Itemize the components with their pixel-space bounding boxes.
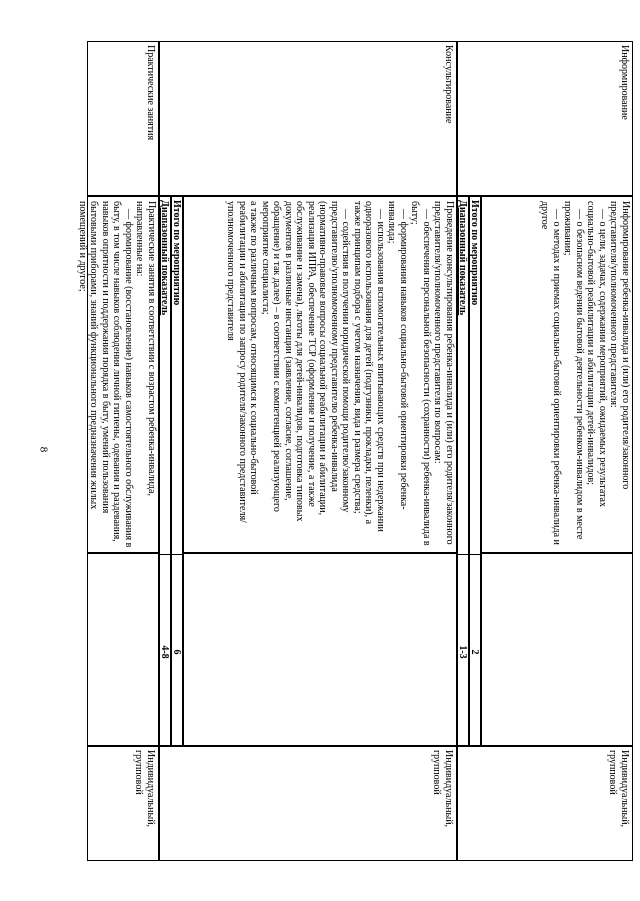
- category-cell-consulting: Консультирование: [159, 41, 457, 196]
- page-number: 8: [37, 446, 50, 453]
- content-cell-consulting: [183, 196, 457, 553]
- count-cell-practice: [87, 553, 159, 746]
- count-cell-informing: [481, 553, 633, 746]
- content-line: Проведение консультирования ребенка-инвалида и (или) его родителя/законного представителя/уполномоченного представителя по вопросам:: [432, 201, 455, 545]
- content-line: — формирования навыков социально-бытовой ориентировки ребенка-инвалида;: [386, 201, 409, 510]
- content-cell-practice: [77, 196, 159, 553]
- content-line: — формирование (восстановление) навыков самостоятельного обслуживания в быту, в том числе навыков соблюдения личной гигиены, одевания и раздевания, навыков опрятности и поддержания порядка в быту, умений пользования бытовыми приборами, знаний функционального предназначения жилых помещений и другое;: [77, 201, 134, 548]
- format-cell-consulting: Индивидуальный, групповой: [159, 746, 457, 861]
- content-line: — о безопасном ведении бытовой деятельности ребенком-инвалидом в месте проживания;: [562, 201, 585, 540]
- rotated-table: [77, 41, 633, 861]
- category-cell-informing: Информирование: [457, 41, 633, 196]
- total-value: 6: [171, 649, 182, 655]
- range-label: Диапазонный показатель: [159, 200, 170, 316]
- content-line: — о методах и приемах социально-бытовой ориентировки ребенка-инвалида и другое: [539, 201, 562, 545]
- format-cell-informing: Индивидуальный, групповой: [457, 746, 633, 861]
- range-value: 1-3: [457, 645, 468, 659]
- content-line: Информирование ребенка-инвалида и (или) его родителя/законного представителя/уполномоченного представителя:: [608, 201, 631, 490]
- content-cell-informing: [481, 196, 633, 553]
- count-cell-consulting: [183, 553, 457, 746]
- range-row-informing: [457, 196, 469, 746]
- range-row-consulting: [159, 196, 171, 746]
- content-line: а также по различным вопросам, относящимся к социально-бытовой реабилитации и абилитации по запросу родителя/законного представителя/уполномоченного представителя: [225, 201, 260, 523]
- category-cell-practice: Практические занятия: [87, 41, 159, 196]
- format-cell-practice: Индивидуальный, групповой: [87, 746, 159, 861]
- total-row-consulting: [171, 196, 183, 746]
- range-value: 4-8: [159, 645, 170, 659]
- content-line: — содействия в получении юридической помощи родителю/законному представителю/уполномоченному представителю ребенка-инвалида (нормативно-правовые вопросы социальной реабилитации и абилитации, реализация ИПРА, обеспечение ТСР (оформление и получение, а также обслуживание и замена), льготы для детей-инвалидов, подготовка типовых документов в различные инстанции (заявление, согласие, соглашение, обращение) и так далее) – в соответствии с компетенцией реализующего мероприятие специалиста;: [260, 201, 352, 522]
- content-line: Практические занятия в соответствии с возрастом ребенка-инвалида, направленные на:: [134, 201, 157, 496]
- total-value: 2: [469, 649, 480, 655]
- content-line: — использования вспомогательных впитывающих средств при недержании одноразового использования для детей (подгузники, прокладки, пеленки), а также принципам подбора с учетом назначения, вида и размера средства;: [352, 201, 386, 532]
- content-line: — о цели, задачах, содержании мероприятий, ожидаемых результатах социально-бытовой реабилитации и абилитации детей-инвалидов;: [585, 201, 608, 507]
- range-label: Диапазонный показатель: [457, 200, 468, 316]
- total-row-informing: [469, 196, 481, 746]
- total-label: Итого по мероприятию: [469, 200, 480, 306]
- content-line: — обеспечения персональной безопасности (сохранности) ребенка-инвалида в быту;: [409, 201, 432, 546]
- total-label: Итого по мероприятию: [171, 200, 182, 306]
